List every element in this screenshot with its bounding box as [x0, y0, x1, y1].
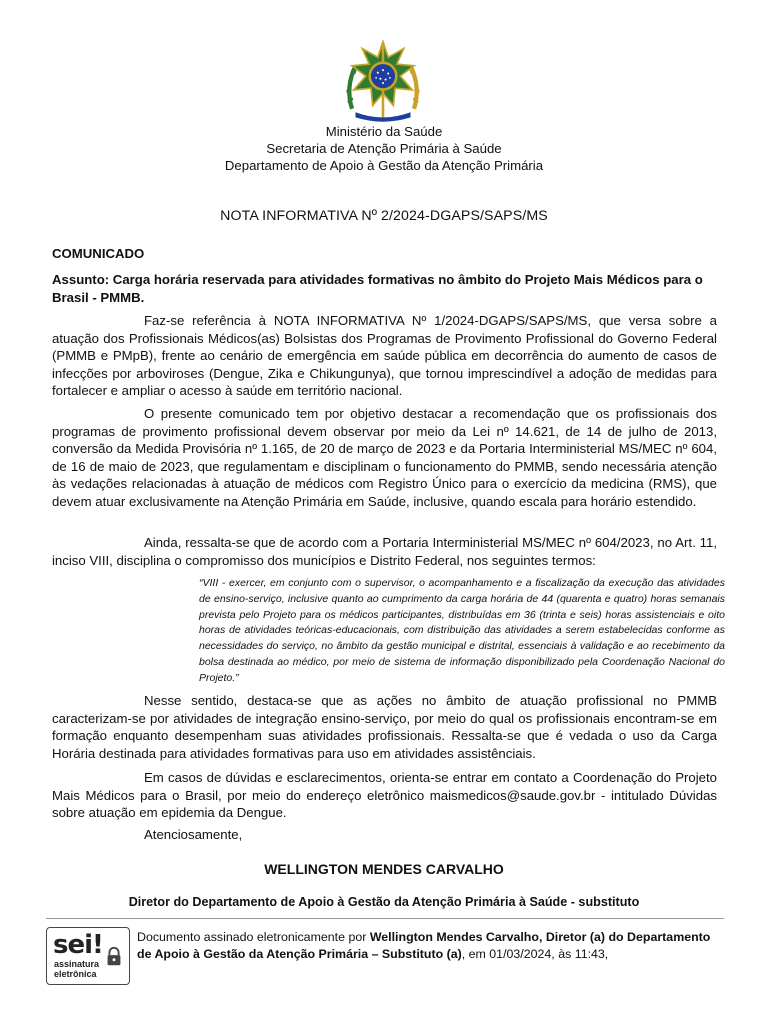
- document-subject: Assunto: Carga horária reservada para atividades formativas no âmbito do Projeto Mais Médicos para o Brasil - PMMB.: [52, 272, 703, 305]
- sei-logo-subtitle: assinatura eletrônica: [54, 959, 100, 979]
- closing-salutation: Atenciosamente,: [144, 827, 243, 842]
- brazil-coat-of-arms-icon: [340, 40, 426, 126]
- electronic-signature-notice: Documento assinado eletronicamente por Wellington Mendes Carvalho, Diretor (a) do Departamento de Apoio à Gestão da Atenção Primária – Substituto (a), em 01/03/2024, às 11:43,: [137, 930, 711, 961]
- sei-logo-word: sei!: [53, 930, 103, 960]
- paragraph-contact: Em casos de dúvidas e esclarecimentos, orienta-se entrar em contato a Coordenação do Projeto Mais Médicos para o Brasil, por meio do endereço eletrônico maismedicos@saude.gov.br - intitulado Dúvidas sobre atuação em epidemia da Dengue.: [52, 770, 717, 821]
- padlock-icon: [103, 946, 125, 968]
- legal-quote: “VIII - exercer, em conjunto com o supervisor, o acompanhamento e a fiscalização da execução das atividades de ensino-serviço, inclusive quanto ao cumprimento da carga horária de 44 (quarenta e quatro) horas semanais prevista pelo Projeto para os médicos participantes, distribuídas em 36 (trinta e seis) horas assistenciais e oito horas de atividades teóricas-educacionais, com distribuição das atividades a serem estabelecidas conforme as necessidades do serviço, no âmbito da gestão municipal e distrital, essenciais à validação e ao recebimento da bolsa destinada ao médico, por meio de sistema de informação disponibilizado pela Coordenação Nacional do Projeto.”: [199, 577, 725, 684]
- secretariat-name: Secretaria de Atenção Primária à Saúde: [266, 141, 502, 156]
- signature-signer: Wellington Mendes Carvalho, Diretor (a) do Departamento de Apoio à Gestão da Atenção Primária – Substituto (a): [137, 930, 711, 961]
- paragraph-conclusion: Nesse sentido, destaca-se que as ações no âmbito de atuação profissional no PMMB caracterizam-se por atividades de integração ensino-serviço, por meio do qual os profissionais encontram-se em formação enquanto desempenham suas atividades profissionais. Ressalta-se que é vedada o uso da Carga Horária destinada para atividades formativas para uso em atividades assistênciais.: [52, 693, 717, 761]
- institution-header: [0, 123, 768, 174]
- divider: [46, 918, 724, 919]
- document-label: COMUNICADO: [52, 246, 145, 261]
- paragraph-reference: Faz-se referência à NOTA INFORMATIVA Nº 1/2024-DGAPS/SAPS/MS, que versa sobre a atuação dos Profissionais Médicos(as) Bolsistas dos Programas de Provimento Profissional do Governo Federal (PMMB e PMpB), frente ao cenário de emergência em saúde pública em decorrência do aumento de casos de infecções por arboviroses (Dengue, Zika e Chikungunya), que tornou imprescindível a adoção de medidas para fortalecer e ampliar o acesso à saúde em território nacional.: [52, 313, 717, 399]
- ministry-name: Ministério da Saúde: [325, 124, 443, 139]
- sei-signature-logo: [46, 927, 130, 985]
- signer-role: Diretor do Departamento de Apoio à Gestão da Atenção Primária à Saúde - substituto: [128, 895, 640, 909]
- signer-name: WELLINGTON MENDES CARVALHO: [264, 861, 504, 877]
- document-title: NOTA INFORMATIVA Nº 2/2024-DGAPS/SAPS/MS: [220, 208, 548, 224]
- department-name: Departamento de Apoio à Gestão da Atenção Primária: [224, 158, 544, 173]
- paragraph-objective: O presente comunicado tem por objetivo destacar a recomendação que os profissionais dos programas de provimento profissional devem observar por meio da Lei nº 14.621, de 14 de julho de 2013, conversão da Medida Provisória nº 1.165, de 20 de março de 2023 e da Portaria Interministerial MS/MEC nº 604, de 16 de maio de 2023, que regulamentam e disciplinam o funcionamento do PMMB, sendo necessária atenção às vedações relacionadas à atuação de médicos com Registro Único para o exercício da medicina (RMS), que devem atuar exclusivamente na Atenção Primária em Saúde, inclusive, quando escala para horário estendido.: [52, 406, 717, 509]
- paragraph-ordinance: Ainda, ressalta-se que de acordo com a Portaria Interministerial MS/MEC nº 604/2023, no Art. 11, inciso VIII, disciplina o compromisso dos municípios e Distrito Federal, nos seguintes termos:: [52, 535, 717, 568]
